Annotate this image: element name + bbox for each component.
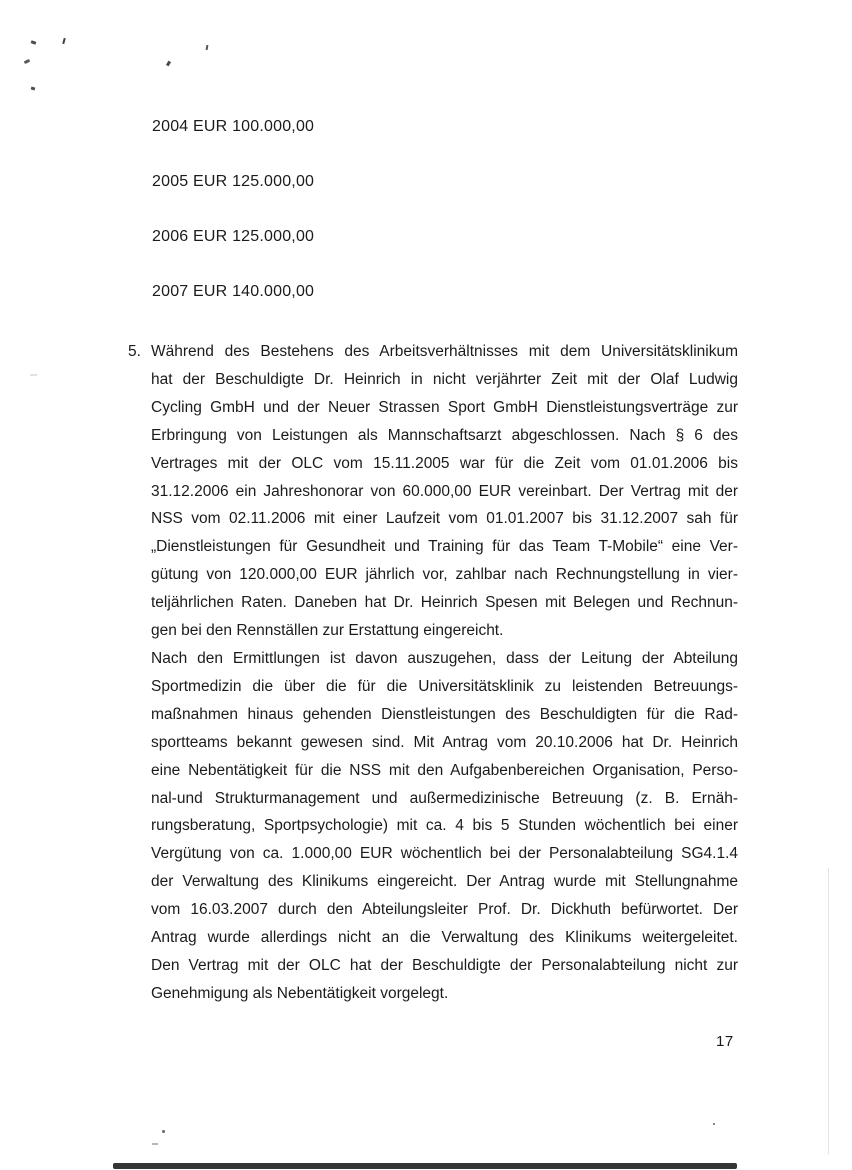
paragraph-line: hat der Beschuldigte Dr. Heinrich in nicht verjährter Zeit mit der Olaf Ludwig	[151, 370, 738, 388]
paragraph-line: Cycling GmbH und der Neuer Strassen Sport GmbH Dienstleistungsverträge zur	[151, 398, 738, 416]
amount-line: 2004 EUR 100.000,00	[152, 118, 315, 135]
paragraph-line: eine Nebentätigkeit für die NSS mit den Aufgabenbereichen Organisation, Perso-	[151, 761, 738, 779]
paragraph-line: rungsberatung, Sportpsychologie) mit ca. 4 bis 5 Stunden wöchentlich bei einer	[151, 817, 738, 835]
amount-line: 2005 EUR 125.000,00	[152, 173, 315, 190]
amount-line: 2007 EUR 140.000,00	[152, 283, 315, 300]
page-number: 17	[716, 1033, 734, 1050]
paragraph-line: Genehmigung als Nebentätigkeit vorgelegt.	[151, 984, 449, 1002]
scan-speck	[31, 40, 37, 45]
scan-speck	[713, 1123, 715, 1125]
paragraph-line: gen bei den Rennställen zur Erstattung eingereicht.	[151, 622, 504, 640]
scan-speck	[166, 61, 171, 67]
scan-speck	[31, 87, 36, 91]
paragraph-line: Vertrages mit der OLC vom 15.11.2005 war für die Zeit vom 01.01.2006 bis	[151, 454, 738, 472]
scan-edge-artifact	[113, 1163, 737, 1169]
scan-speck	[30, 374, 37, 376]
paragraph-text	[151, 338, 738, 1008]
paragraph-line: „Dienstleistungen für Gesundheit und Training für das Team T-Mobile“ eine Ver-	[151, 538, 738, 556]
paragraph-line: Nach den Ermittlungen ist davon auszugehen, dass der Leitung der Abteilung	[151, 649, 738, 667]
paragraph-line: Antrag wurde allerdings nicht an die Verwaltung des Klinikums weitergeleitet.	[151, 929, 738, 947]
paragraph-line: Erbringung von Leistungen als Mannschaftsarzt abgeschlossen. Nach § 6 des	[151, 426, 738, 444]
paragraph-line: Sportmedizin die über die für die Universitätsklinik zu leistenden Betreuungs-	[151, 677, 738, 695]
scan-line-artifact	[828, 868, 829, 1154]
paragraph-line: sportteams bekannt gewesen sind. Mit Antrag vom 20.10.2006 hat Dr. Heinrich	[151, 733, 738, 751]
paragraph-line: teljährlichen Raten. Daneben hat Dr. Heinrich Spesen mit Belegen und Rechnun-	[151, 594, 738, 612]
paragraph-line: 31.12.2006 ein Jahreshonorar von 60.000,00 EUR vereinbart. Der Vertrag mit der	[151, 482, 738, 500]
scan-speck	[24, 59, 31, 64]
paragraph-line: nal-und Strukturmanagement und außermedizinische Betreuung (z. B. Ernäh-	[151, 789, 738, 807]
paragraph-line: gütung von 120.000,00 EUR jährlich vor, zahlbar nach Rechnungstellung in vier-	[151, 566, 738, 584]
salary-amounts-list	[152, 118, 314, 338]
list-item-number: 5.	[128, 343, 141, 360]
paragraph-line: der Verwaltung des Klinikums eingereicht. Der Antrag wurde mit Stellungnahme	[151, 873, 738, 891]
paragraph-line: Vergütung von ca. 1.000,00 EUR wöchentlich bei der Personalabteilung SG4.1.4	[151, 845, 738, 863]
paragraph-line: Während des Bestehens des Arbeitsverhältnisses mit dem Universitätsklinikum	[151, 343, 738, 360]
paragraph-line: Den Vertrag mit der OLC hat der Beschuldigte der Personalabteilung nicht zur	[151, 956, 738, 974]
paragraph-line: vom 16.03.2007 durch den Abteilungsleiter Prof. Dr. Dickhuth befürwortet. Der	[151, 901, 738, 919]
paragraph-line: maßnahmen hinaus gehenden Dienstleistungen des Beschuldigten für die Rad-	[151, 705, 738, 723]
paragraph-line: NSS vom 02.11.2006 mit einer Laufzeit vom 01.01.2007 bis 31.12.2007 sah für	[151, 510, 738, 528]
scan-speck	[162, 1130, 165, 1133]
scan-speck	[62, 38, 65, 44]
scan-speck	[206, 45, 209, 50]
amount-line: 2006 EUR 125.000,00	[152, 228, 315, 245]
scan-speck	[152, 1143, 158, 1145]
